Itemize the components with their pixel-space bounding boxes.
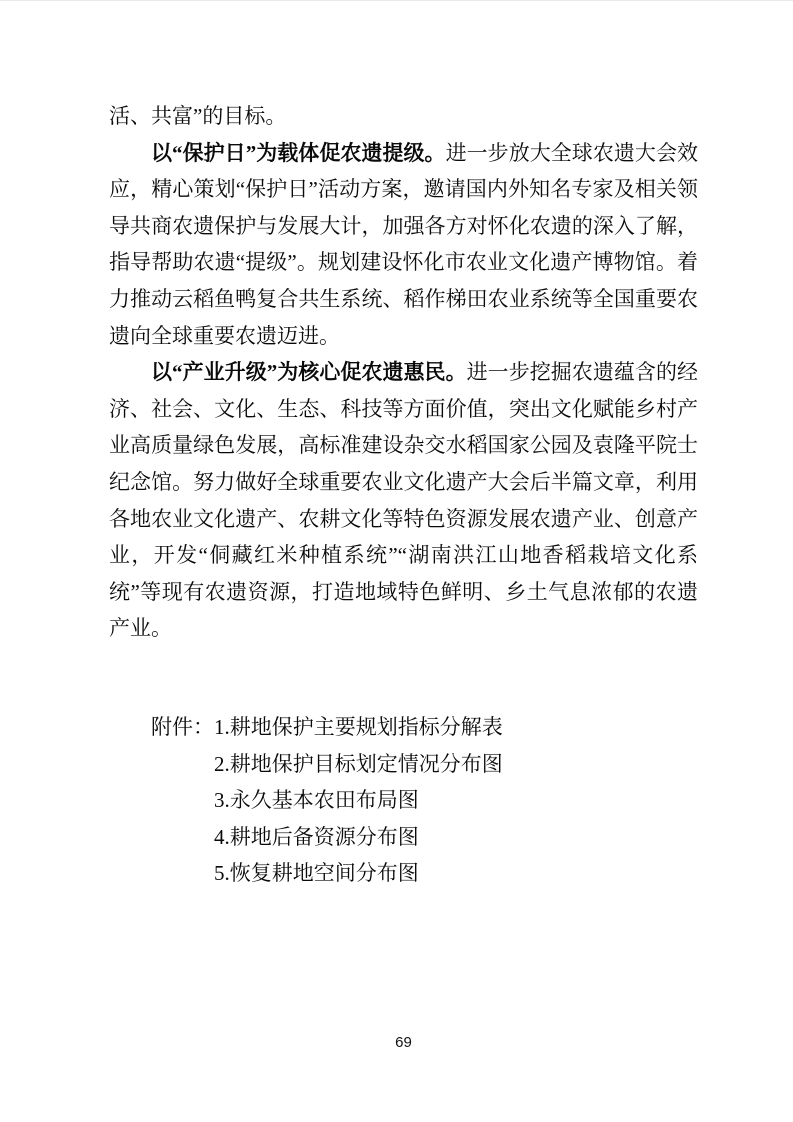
- attachments-block: [151, 709, 698, 892]
- attachment-item-3: 3.永久基本农田布局图: [214, 788, 419, 813]
- paragraph-protection-day: [109, 135, 698, 355]
- attachments-list: [214, 709, 503, 892]
- attachment-item-5: 5.恢复耕地空间分布图: [214, 861, 419, 886]
- paragraph-protection-day-text: 进一步放大全球农遗大会效应，精心策划“保护日”活动方案，邀请国内外知名专家及相关领导共商农遗保护与发展大计，加强各方对怀化农遗的深入了解，指导帮助农遗“提级”。规划建设怀化市农业文化遗产博物馆。着力推动云稻鱼鸭复合共生系统、稻作梯田农业系统等全国重要农遗向全球重要农遗迈进。: [109, 140, 699, 348]
- attachments-label: 附件：: [151, 714, 214, 739]
- paragraph-industry-upgrade-text: 进一步挖掘农遗蕴含的经济、社会、文化、生态、科技等方面价值，突出文化赋能乡村产业高质量绿色发展，高标准建设杂交水稻国家公园及袁隆平院士纪念馆。努力做好全球重要农业文化遗产大会后半篇文章，利用各地农业文化遗产、农耕文化等特色资源发展农遗产业、创意产业，开发“侗藏红米种植系统”“湖南洪江山地香稻栽培文化系统”等现有农遗资源，打造地域特色鲜明、乡土气息浓郁的农遗产业。: [109, 360, 699, 641]
- paragraph-protection-day-lead: 以“保护日”为载体促农遗提级。: [151, 140, 446, 165]
- paragraph-industry-upgrade: [109, 354, 698, 647]
- attachment-item-2: 2.耕地保护目标划定情况分布图: [214, 751, 503, 776]
- attachment-item-1: 1.耕地保护主要规划指标分解表: [214, 714, 503, 739]
- page-number: 69: [395, 1034, 412, 1051]
- paragraph-continuation: 活、共富”的目标。: [109, 104, 287, 128]
- paragraph-industry-upgrade-lead: 以“产业升级”为核心促农遗惠民。: [151, 360, 467, 385]
- attachment-item-4: 4.耕地后备资源分布图: [214, 824, 419, 849]
- document-body: [109, 98, 698, 892]
